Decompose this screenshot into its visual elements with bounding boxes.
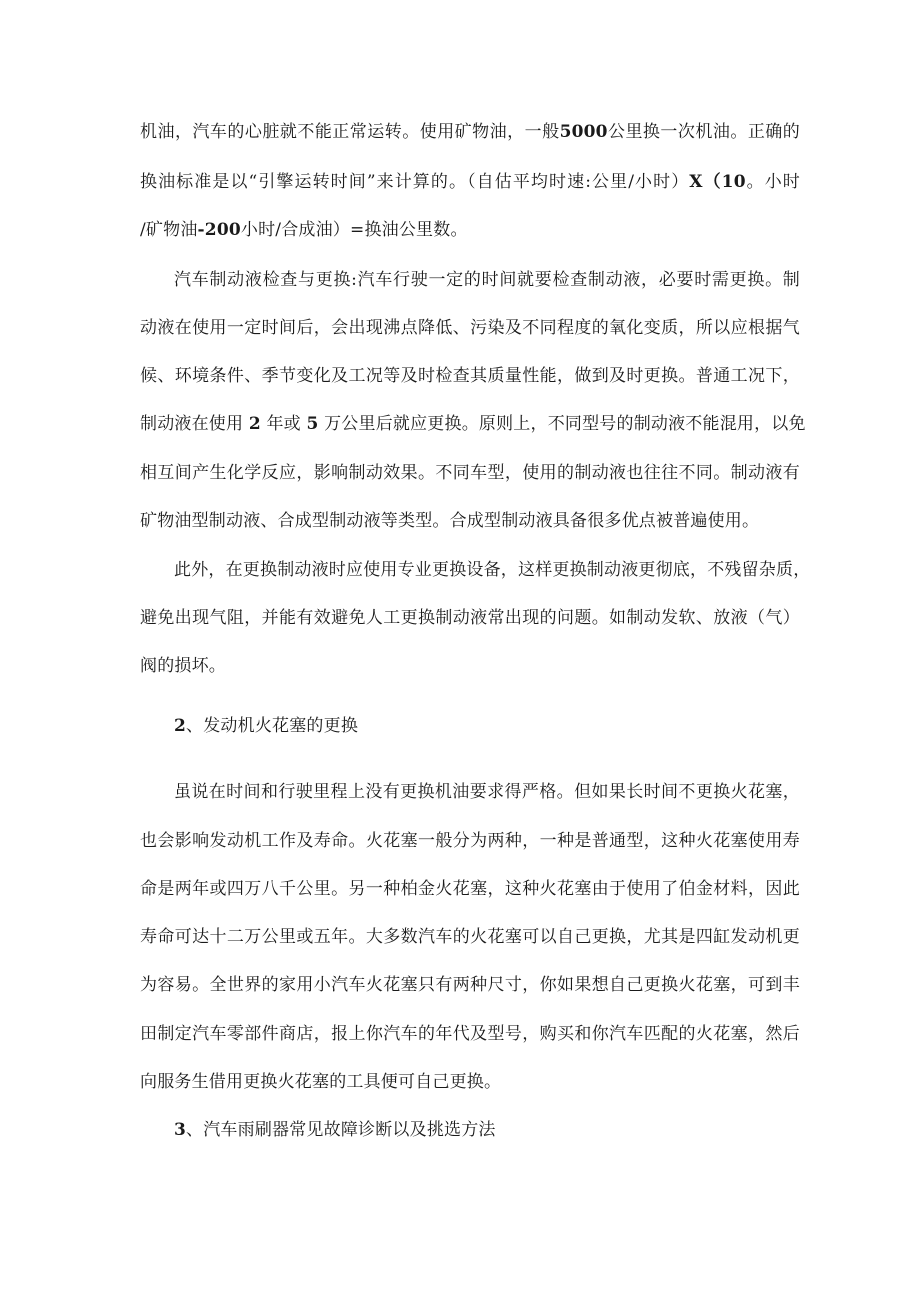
section-heading-2 xyxy=(174,716,358,736)
heading-number: 3 xyxy=(174,1120,187,1140)
text-span: 小时/合成油）=换油公里数。 xyxy=(240,220,468,240)
text-span: 。小时 xyxy=(745,172,801,192)
para2-line2: 动液在使用一定时间后，会出现沸点降低、污染及不同程度的氧化变质，所以应根据气 xyxy=(140,318,800,338)
heading-number: 2 xyxy=(174,716,187,736)
para4-line3: 命是两年或四万八千公里。另一种柏金火花塞，这种火花塞由于使用了伯金材料，因此 xyxy=(140,879,800,899)
heading-text: 、发动机火花塞的更换 xyxy=(186,716,359,736)
para1-line3 xyxy=(140,220,468,240)
text-span: 万公里后就应更换。原则上，不同型号的制动液不能混用，以免 xyxy=(324,414,806,434)
text-span: 年或 xyxy=(266,414,301,434)
para4-line7: 向服务生借用更换火花塞的工具便可自己更换。 xyxy=(140,1072,502,1092)
number-2: 2 xyxy=(248,414,261,434)
number-200: -200 xyxy=(197,220,241,240)
text-span: /矿物油 xyxy=(140,220,198,240)
formula-x10: X（10 xyxy=(689,172,746,192)
text-span: 换油标准是以“引擎运转时间”来计算的。（自估平均时速:公里/小时） xyxy=(140,172,690,192)
para4-line5: 为容易。全世界的家用小汽车火花塞只有两种尺寸，你如果想自己更换火花塞，可到丰 xyxy=(140,975,800,995)
para4-line6: 田制定汽车零部件商店，报上你汽车的年代及型号，购买和你汽车匹配的火花塞，然后 xyxy=(140,1024,800,1044)
para1-line1 xyxy=(140,122,800,142)
para2-line5: 相互间产生化学反应，影响制动效果。不同车型，使用的制动液也往往不同。制动液有 xyxy=(140,463,800,483)
text-span: 机油，汽车的心脏就不能正常运转。使用矿物油，一般 xyxy=(140,122,560,142)
para4-line2: 也会影响发动机工作及寿命。火花塞一般分为两种，一种是普通型，这种火花塞使用寿 xyxy=(140,831,800,851)
para3-line1: 此外，在更换制动液时应使用专业更换设备，这样更换制动液更彻底，不残留杂质， xyxy=(174,560,811,580)
para3-line2: 避免出现气阻，并能有效避免人工更换制动液常出现的问题。如制动发软、放液（气） xyxy=(140,608,800,628)
section-heading-3 xyxy=(174,1120,496,1140)
para2-line4 xyxy=(140,414,806,434)
para1-line2 xyxy=(140,172,800,192)
number-5000: 5000 xyxy=(559,122,608,142)
para2-line6: 矿物油型制动液、合成型制动液等类型。合成型制动液具备很多优点被普遍使用。 xyxy=(140,511,760,531)
text-span: 制动液在使用 xyxy=(140,414,244,434)
text-span: 公里换一次机油。正确的 xyxy=(607,122,800,142)
para4-line1: 虽说在时间和行驶里程上没有更换机油要求得严格。但如果长时间不更换火花塞， xyxy=(174,782,800,802)
para3-line3: 阀的损坏。 xyxy=(140,656,226,676)
para4-line4: 寿命可达十二万公里或五年。大多数汽车的火花塞可以自己更换，尤其是四缸发动机更 xyxy=(140,927,800,947)
number-5: 5 xyxy=(306,414,319,434)
para2-line3: 候、环境条件、季节变化及工况等及时检查其质量性能，做到及时更换。普通工况下， xyxy=(140,366,800,386)
heading-text: 、汽车雨刷器常见故障诊断以及挑选方法 xyxy=(186,1120,496,1140)
para2-line1: 汽车制动液检查与更换:汽车行驶一定的时间就要检查制动液，必要时需更换。制 xyxy=(174,270,800,290)
